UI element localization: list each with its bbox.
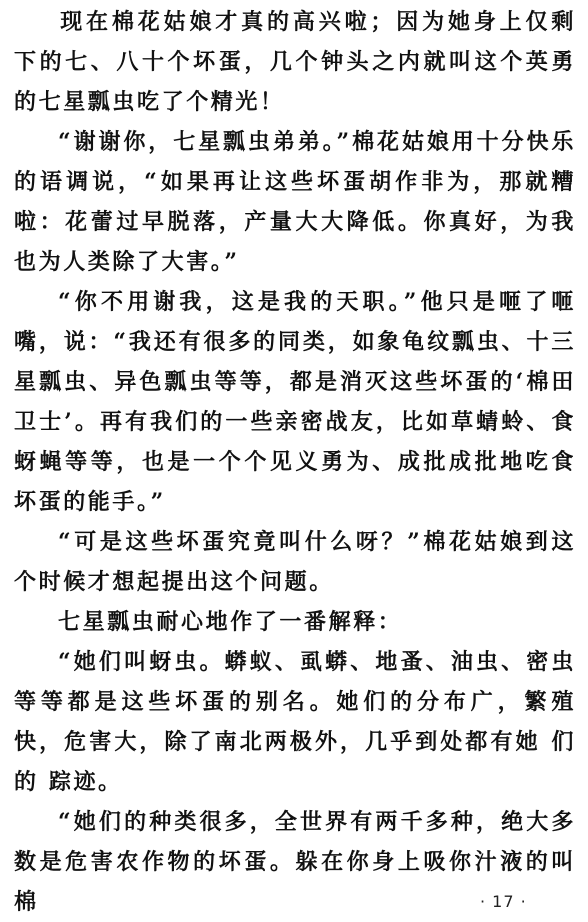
paragraph-6: “她们叫蚜虫。蟒蚁、虱蟒、地蚤、油虫、密虫等等都是这些坏蛋的别名。她们的分布广，繁殖快，危害大，除了南北两极外，几乎到处都有她 们 的 踪迹。 (14, 649, 576, 795)
paragraph-3: “你不用谢我，这是我的天职。”他只是咂了咂嘴，说：“我还有很多的同类，如象龟纹瓢虫、十三星瓢虫、异色瓢虫等等，都是消灭这些坏蛋的‘棉田卫士’。再有我们的一些亲密战友，比如草蜻蛉、食蚜蝇等等，也是一个个见义勇为、成批成批地吃食坏蛋的能手。” (14, 289, 576, 515)
paragraph-1: 现在棉花姑娘才真的高兴啦；因为她身上仅剩下的七、八十个坏蛋，几个钟头之内就叫这个英勇的七星瓢虫吃了个精光！ (14, 9, 576, 115)
paragraph-2: “谢谢你，七星瓢虫弟弟。”棉花姑娘用十分快乐的语调说，“如果再让这些坏蛋胡作非为，那就糟啦：花蕾过早脱落，产量大大降低。你真好，为我也为人类除了大害。” (14, 129, 576, 275)
paragraph-4: “可是这些坏蛋究竟叫什么呀？”棉花姑娘到这个时候才想起提出这个问题。 (14, 529, 576, 595)
paragraph-5: 七星瓢虫耐心地作了一番解释： (58, 609, 403, 635)
paragraph-7: “她们的种类很多，全世界有两千多种，绝大多数是危害农作物的坏蛋。躲在你身上吸你汁液的叫棉 (14, 809, 576, 915)
page-number: · 17 · (480, 892, 527, 911)
